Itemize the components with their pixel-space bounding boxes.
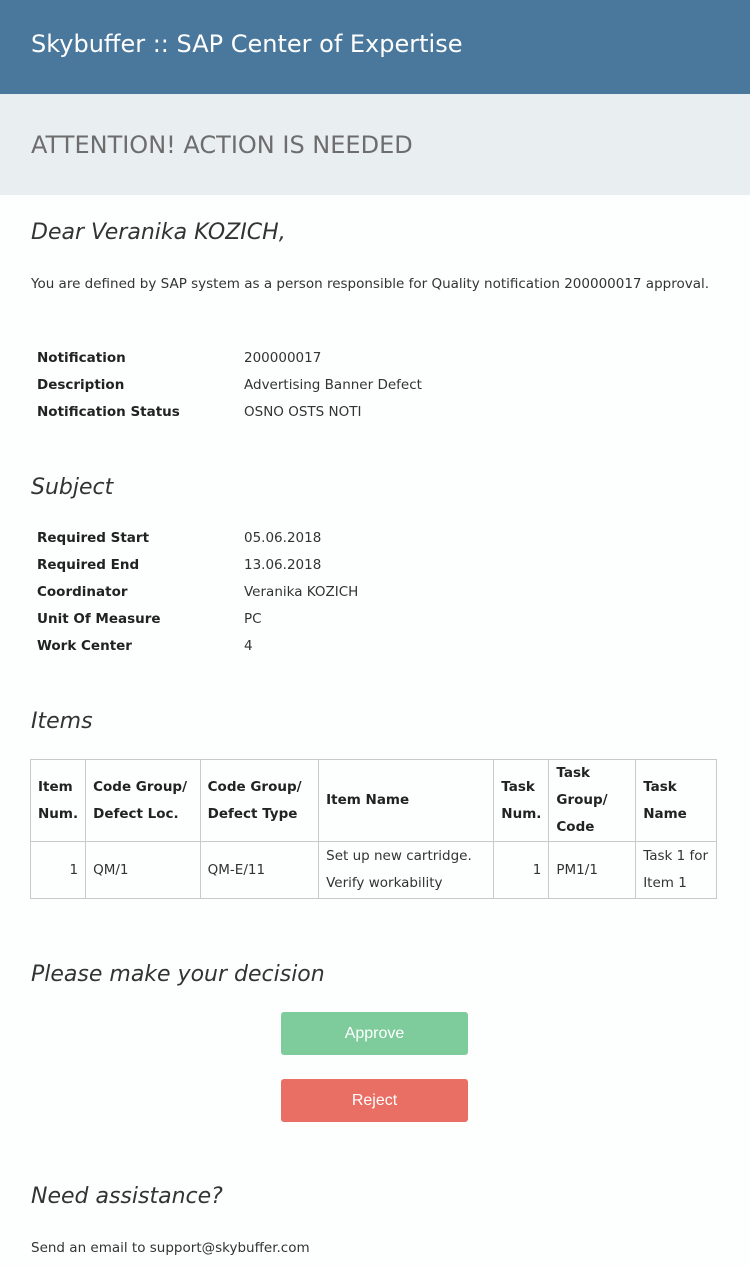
decision-heading: Please make your decision xyxy=(31,962,325,987)
subject-row-coordinator xyxy=(37,579,697,606)
column-header: Task Num. xyxy=(494,760,549,842)
detail-key: Notification xyxy=(37,350,126,366)
detail-value: Advertising Banner Defect xyxy=(244,377,422,393)
subject-row-unit-of-measure xyxy=(37,606,697,633)
subject-row-required-start xyxy=(37,525,697,552)
email-header xyxy=(0,0,750,94)
subject-row-work-center xyxy=(37,633,697,660)
subject-details xyxy=(37,525,697,660)
column-header: Item Name xyxy=(319,760,494,842)
detail-value: 4 xyxy=(244,638,253,654)
subject-row-required-end xyxy=(37,552,697,579)
attention-banner xyxy=(0,94,750,195)
detail-value: Veranika KOZICH xyxy=(244,584,359,600)
subject-heading: Subject xyxy=(31,475,114,500)
detail-key: Notification Status xyxy=(37,404,180,420)
table-cell: QM/1 xyxy=(86,842,201,899)
column-header: Task Name xyxy=(636,760,717,842)
header-title: Skybuffer :: SAP Center of Expertise xyxy=(31,30,463,58)
approve-button[interactable]: Approve xyxy=(281,1012,468,1055)
detail-key: Required Start xyxy=(37,530,150,546)
detail-key: Required End xyxy=(37,557,140,573)
detail-row-notification xyxy=(37,345,697,372)
detail-row-status xyxy=(37,399,697,426)
column-header: Code Group/ Defect Loc. xyxy=(86,760,201,842)
detail-value: 13.06.2018 xyxy=(244,557,322,573)
detail-value: PC xyxy=(244,611,262,627)
detail-key: Description xyxy=(37,377,125,393)
detail-row-description xyxy=(37,372,697,399)
detail-key: Unit Of Measure xyxy=(37,611,161,627)
table-cell: 1 xyxy=(494,842,549,899)
table-cell: Task 1 for Item 1 xyxy=(636,842,717,899)
table-cell: PM1/1 xyxy=(549,842,636,899)
assistance-text: Send an email to support@skybuffer.com xyxy=(31,1240,310,1256)
table-row xyxy=(31,842,717,899)
column-header: Task Group/ Code xyxy=(549,760,636,842)
intro-text: You are defined by SAP system as a person responsible for Quality notification 200000017 approval. xyxy=(31,276,710,292)
notification-details xyxy=(37,345,697,426)
table-header-row xyxy=(31,760,717,842)
detail-value: 05.06.2018 xyxy=(244,530,322,546)
detail-value: OSNO OSTS NOTI xyxy=(244,404,362,420)
reject-button[interactable]: Reject xyxy=(281,1079,468,1122)
detail-key: Coordinator xyxy=(37,584,128,600)
assistance-heading: Need assistance? xyxy=(31,1184,223,1209)
detail-key: Work Center xyxy=(37,638,132,654)
table-cell: QM-E/11 xyxy=(200,842,318,899)
items-heading: Items xyxy=(31,709,93,734)
table-cell: 1 xyxy=(31,842,86,899)
column-header: Item Num. xyxy=(31,760,86,842)
items-table xyxy=(30,759,717,899)
greeting: Dear Veranika KOZICH, xyxy=(31,220,286,245)
column-header: Code Group/ Defect Type xyxy=(200,760,318,842)
detail-value: 200000017 xyxy=(244,350,322,366)
banner-title: ATTENTION! ACTION IS NEEDED xyxy=(31,131,413,159)
table-cell: Set up new cartridge. Verify workability xyxy=(319,842,494,899)
